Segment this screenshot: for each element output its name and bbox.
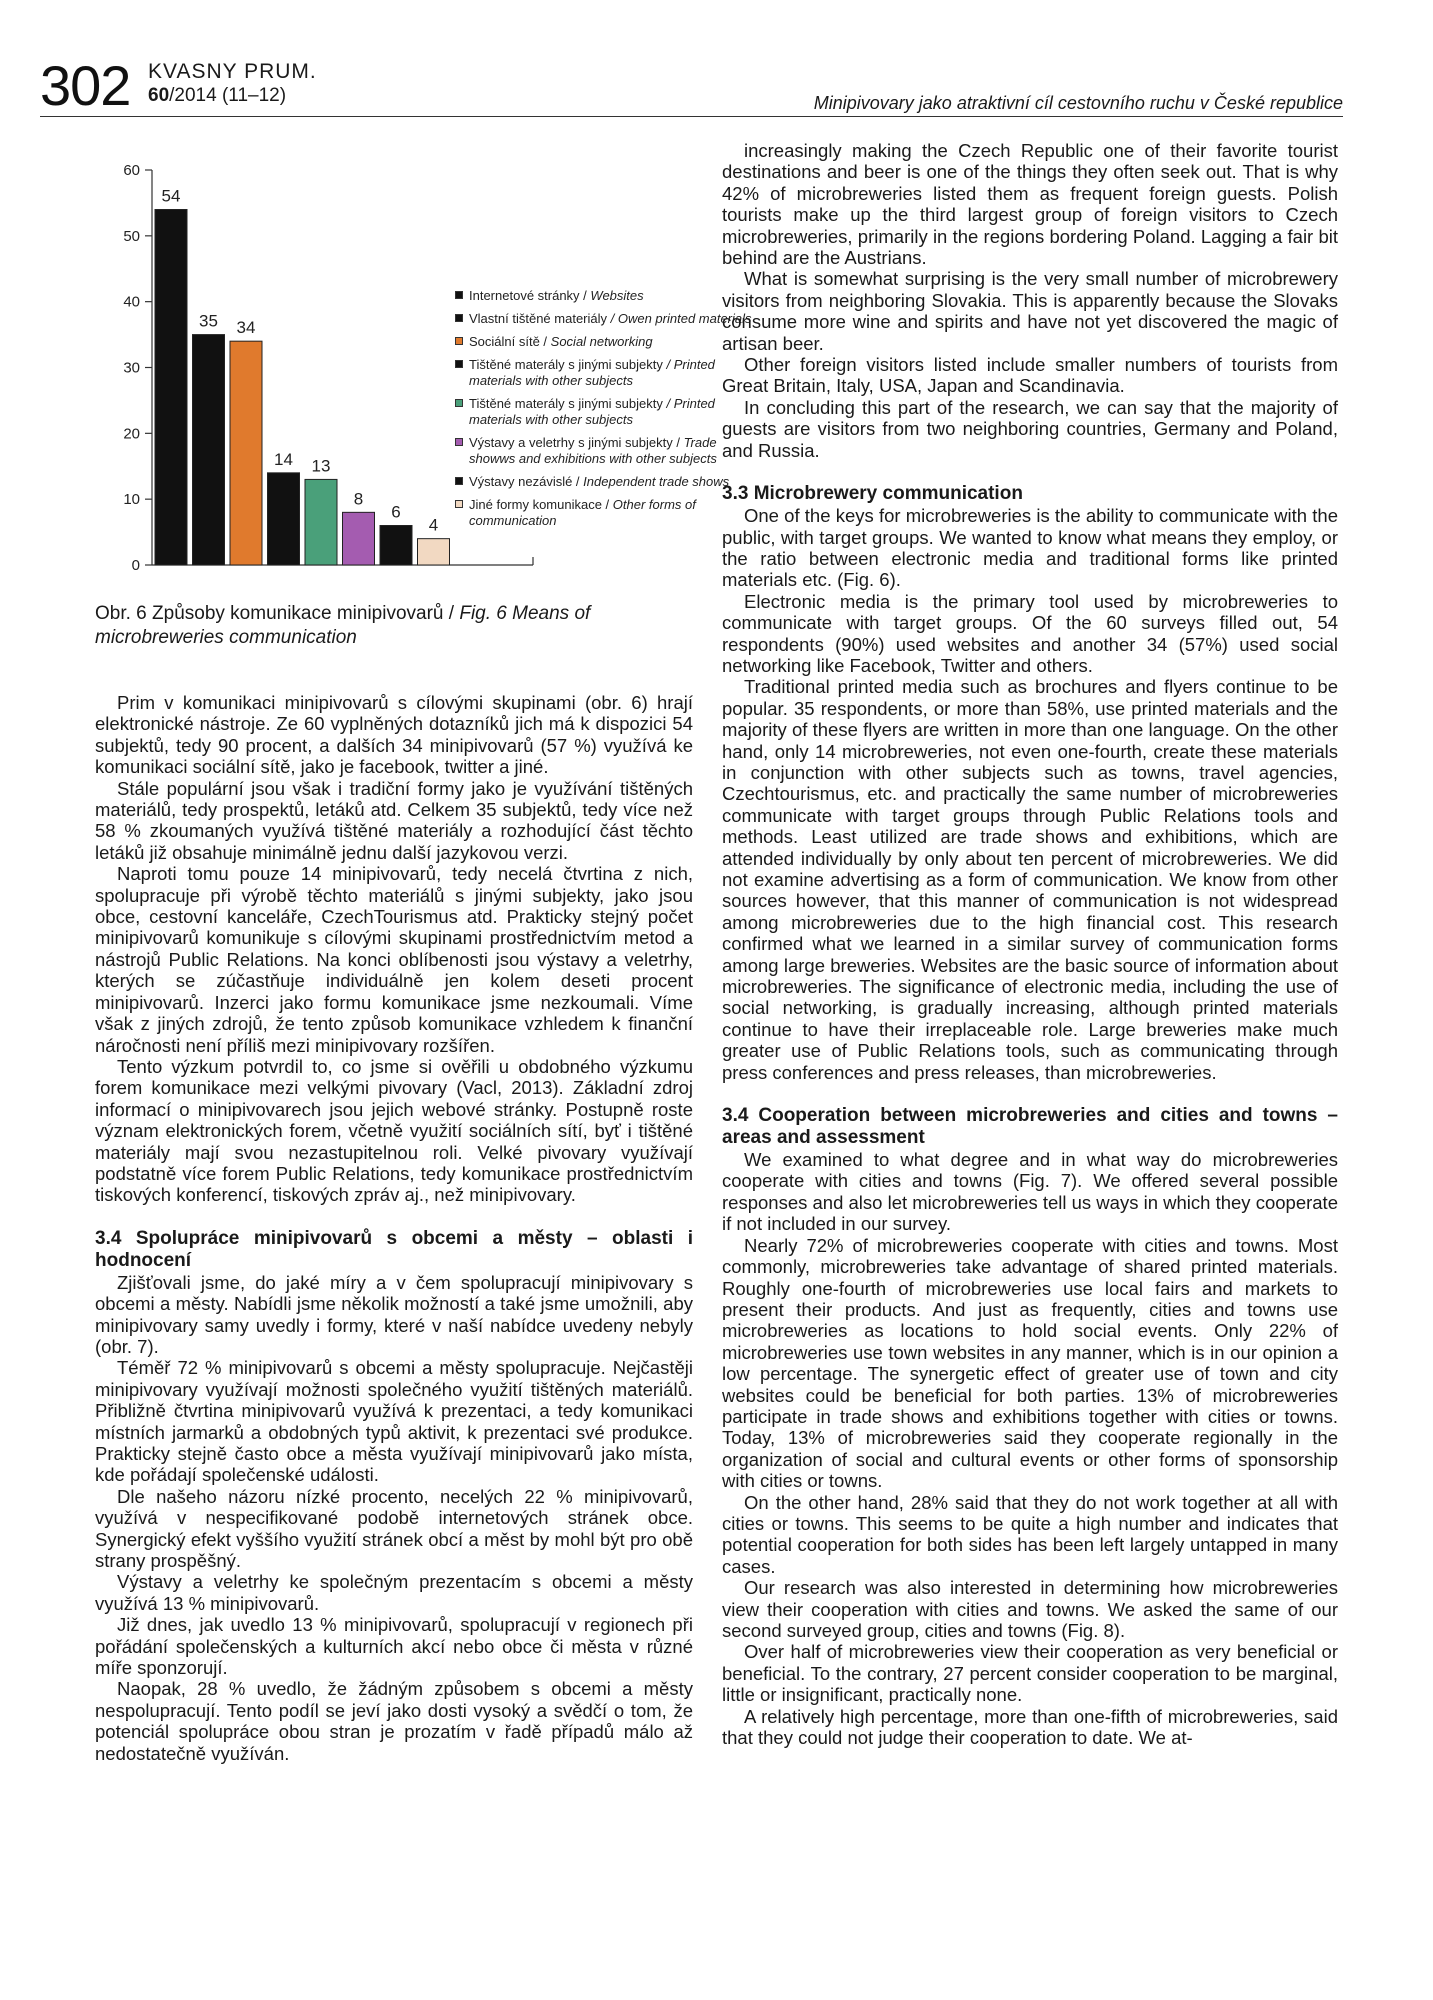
caption-en: Fig. 6 Means of microbreweries communication	[95, 603, 591, 648]
bar	[155, 210, 187, 566]
paragraph: On the other hand, 28% said that they do not work together at all with cities or towns. This seems to be quite a high number and indicates that potential cooperation for both sides has been left largely untapped in many cases.	[722, 1491, 1338, 1577]
paragraph: Electronic media is the primary tool used by microbreweries to communicate with target groups. Of the 60 surveys filled out, 54 respondents (90%) used websites and another 34 (57%) used social networking like Facebook, Twitter and others.	[722, 590, 1338, 676]
legend-swatch	[455, 337, 463, 345]
y-tick-label: 20	[123, 425, 140, 443]
bar	[418, 539, 450, 565]
paragraph: In concluding this part of the research, we can say that the majority of guests are visitors from two neighboring countries, Germany and Poland, and Russia.	[722, 396, 1338, 461]
legend-label-en: Social networking	[550, 334, 653, 349]
legend-swatch	[455, 438, 463, 446]
bar	[230, 341, 262, 565]
bar	[305, 479, 337, 565]
bar-value-label: 34	[236, 318, 256, 338]
paragraph: Zjišťovali jsme, do jaké míry a v čem spolupracují minipivovary s obcemi a městy. Nabídli jsme několik možností a také jsme umožnili, aby minipivovary samy uvedly i formy, které v naší nabídce uvedeny nebyly (obr. 7).	[95, 1271, 693, 1357]
left-column	[95, 692, 693, 1764]
right-column	[722, 140, 1338, 1748]
legend-label-cz: Sociální sítě /	[469, 334, 551, 349]
figure-caption	[95, 602, 695, 650]
legend-item	[455, 357, 755, 389]
paragraph: Výstavy a veletrhy ke společným prezentacím s obcemi a městy využívá 13 % minipivovarů.	[95, 1571, 693, 1614]
legend-item	[455, 311, 755, 327]
caption-cz: Obr. 6 Způsoby komunikace minipivovarů /	[95, 603, 460, 624]
bar	[268, 473, 300, 565]
journal-name: KVASNY PRUM.	[148, 60, 317, 83]
figure-6	[95, 140, 752, 600]
bar-value-label: 54	[161, 186, 181, 206]
legend-label-cz: Vlastní tištěné materiály	[469, 311, 611, 326]
paragraph: Stále populární jsou však i tradiční formy jako je využívání tištěných materiálů, tedy prospektů, letáků atd. Celkem 35 subjektů, tedy více než 58 % zkoumaných využívá tištěné materiály a rozhodující část těchto letáků již obsahuje minimálně jednu další jazykovou verzi.	[95, 777, 693, 863]
issue-rest: /2014 (11–12)	[169, 85, 287, 106]
paragraph: Naopak, 28 % uvedlo, že žádným způsobem s obcemi a městy nespolupracují. Tento podíl se jeví jako dosti vysoký a svědčí o tom, že potenciál spolupráce obou stran je prozatím v řadě případů málo až nedostatečně využíván.	[95, 1678, 693, 1764]
legend-label-en: / Printed materials with other subjects	[469, 396, 715, 427]
page-header	[0, 0, 1433, 120]
y-tick-label: 50	[123, 227, 140, 245]
bar-value-label: 14	[274, 449, 293, 469]
legend-item	[455, 334, 755, 350]
bar-value-label: 13	[311, 456, 331, 476]
y-tick-label: 60	[123, 162, 140, 179]
legend-label-cz: Tištěné materály s jinými subjekty	[469, 357, 667, 372]
legend-label-en: Independent trade shows	[583, 474, 730, 489]
paragraph: Over half of microbreweries view their cooperation as very beneficial or beneficial. To the contrary, 27 percent consider cooperation to be marginal, little or insignificant, practically none.	[722, 1641, 1338, 1706]
bar-value-label: 8	[353, 489, 364, 509]
legend-item	[455, 396, 755, 428]
header-rule	[40, 116, 1343, 117]
section-heading-3-3: 3.3 Microbrewery communication	[722, 483, 1023, 505]
legend-item	[455, 474, 755, 490]
bar-value-label: 4	[428, 515, 439, 535]
legend-label-en: / Printed materials with other subjects	[469, 357, 715, 388]
legend-item	[455, 497, 755, 529]
paragraph: Other foreign visitors listed include smaller numbers of tourists from Great Britain, Italy, USA, Japan and Scandinavia.	[722, 354, 1338, 397]
running-title: Minipivovary jako atraktivní cíl cestovního ruchu v České republice	[813, 93, 1343, 113]
paragraph: Tento výzkum potvrdil to, co jsme si ověřili u obdobného výzkumu forem komunikace mezi velkými pivovary (Vacl, 2013). Základní zdroj informací o minipivovarech jsou jejich webové stránky. Postupně roste význam elektronických forem, včetně využití sociálních sítí, byť i tištěné materiály mají svou nezastupitelnou roli. Velké pivovary využívají podstatně více forem Public Relations, tedy komunikace prostřednictvím tiskových konferencí, tiskových zpráv aj., než minipivovary.	[95, 1055, 693, 1206]
y-tick-label: 0	[131, 557, 140, 574]
legend-label-cz: Jiné formy komunikace /	[469, 497, 613, 512]
paragraph: Již dnes, jak uvedlo 13 % minipivovarů, spolupracují v regionech při pořádání společenských a kulturních akcí nebo obce či města v různé míře sponzorují.	[95, 1614, 693, 1679]
bar-value-label: 6	[391, 502, 401, 522]
chart-legend	[455, 288, 755, 536]
paragraph: increasingly making the Czech Republic one of their favorite tourist destinations and beer is one of the things they often seek out. That is why 42% of microbreweries listed them as frequent foreign guests. Polish tourists make up the third largest group of foreign visitors to Czech microbreweries, primarily in the regions bordering Poland. Lagging a fair bit behind are the Austrians.	[722, 140, 1338, 269]
paragraph: One of the keys for microbreweries is the ability to communicate with the public, with target groups. We wanted to know what means they employ, or the ratio between electronic media and traditional forms like printed materials etc. (Fig. 6).	[722, 505, 1338, 591]
legend-item	[455, 435, 755, 467]
paragraph: Traditional printed media such as brochures and flyers continue to be popular. 35 respondents, or more than 58%, use printed materials and the majority of these flyers are written in more than one language. On the other hand, only 14 microbreweries, not even one-fourth, create these materials in conjunction with other subjects such as towns, travel agencies, Czechtourismus, etc. and practically the same number of microbreweries communicate with target groups through Public Relations tools and methods. Least utilized are trade shows and exhibitions, which are attended individually by only about ten percent of microbreweries. We did not examine advertising as a form of communication. We know from other sources however, that this manner of communication is not widespread among microbreweries due to the high financial cost. This research confirmed what we learned in a similar survey of communication forms among large breweries. Websites are the basic source of information about microbreweries. The significance of electronic media, including the use of social networking, is gradually increasing, although printed materials continue to have their irreplaceable role. Large breweries make much greater use of Public Relations tools, such as communicating through press conferences and press releases, than microbreweries.	[722, 676, 1338, 1083]
legend-label-en: Other forms of communication	[469, 497, 696, 528]
legend-swatch	[455, 477, 463, 485]
paragraph: Prim v komunikaci minipivovarů s cílovými skupinami (obr. 6) hrají elektronické nástroje. Ze 60 vyplněných dotazníků jich má k dispozici 54 subjektů, tedy 90 procent, a dalších 34 minipivovarů (57 %) využívá ke komunikaci sociální sítě, jako je facebook, twitter a jiné.	[95, 692, 693, 778]
legend-label-en: Trade showws and exhibitions with other subjects	[469, 435, 717, 466]
legend-label-en: / Owen printed materials	[610, 311, 752, 326]
legend-swatch	[455, 291, 463, 299]
paragraph: What is somewhat surprising is the very small number of microbrewery visitors from neighboring Slovakia. This is apparently because the Slovaks consume more wine and spirits and have not yet discovered the magic of artisan beer.	[722, 268, 1338, 354]
bar	[193, 335, 225, 565]
legend-swatch	[455, 314, 463, 322]
legend-label-cz: Internetové stránky /	[469, 288, 591, 303]
legend-label-cz: Výstavy a veletrhy s jinými subjekty /	[469, 435, 684, 450]
y-tick-label: 40	[123, 293, 140, 311]
legend-swatch	[455, 500, 463, 508]
legend-swatch	[455, 399, 463, 407]
legend-item	[455, 288, 755, 304]
legend-swatch	[455, 360, 463, 368]
page-number: 302	[40, 54, 131, 117]
legend-label-cz: Tištěné materály s jinými subjekty	[469, 396, 667, 411]
paragraph: Dle našeho názoru nízké procento, necelých 22 % minipivovarů, využívá v nespecifikované podobě internetových stránek obce. Synergický efekt vyššího využití stránek obcí a měst by mohl být pro obě strany prospěšný.	[95, 1485, 693, 1572]
section-heading-3-4-en: 3.4 Cooperation between microbreweries and cities and towns – areas and assessment	[722, 1105, 1338, 1149]
y-tick-label: 10	[123, 491, 140, 509]
legend-label-en: Websites	[590, 288, 644, 303]
bar	[380, 526, 412, 566]
bar	[343, 512, 375, 565]
issue-volume: 60	[148, 85, 170, 106]
legend-label-cz: Výstavy nezávislé /	[469, 474, 584, 489]
paragraph: A relatively high percentage, more than one-fifth of microbreweries, said that they could not judge their cooperation to date. We at-	[722, 1705, 1338, 1749]
bar-value-label: 35	[199, 311, 218, 331]
paragraph: Naproti tomu pouze 14 minipivovarů, tedy necelá čtvrtina z nich, spolupracuje při výrobě těchto materiálů s jinými subjekty, jako jsou obce, cestovní kanceláře, CzechTourismus atd. Prakticky stejný počet minipivovarů komunikuje s cílovými skupinami prostřednictvím metod a nástrojů Public Relations. Na konci oblíbenosti jsou výstavy a veletrhy, kterých se zúčastňuje individuálně jen kolem deseti procent minipivovarů. Inzerci jako formu komunikace jsme nezkoumali. Víme však z jiných zdrojů, že tento způsob komunikace vzhledem k finanční náročnosti není příliš mezi minipivovary rozšířen.	[95, 863, 693, 1056]
journal-issue	[148, 85, 286, 107]
paragraph: Our research was also interested in determining how microbreweries view their cooperation with cities and towns. We asked the same of our second surveyed group, cities and towns (Fig. 8).	[722, 1577, 1338, 1641]
section-heading-3-4-cz: 3.4 Spolupráce minipivovarů s obcemi a městy – oblasti i hodnocení	[95, 1227, 693, 1271]
y-tick-label: 30	[123, 359, 140, 377]
paragraph: We examined to what degree and in what way do microbreweries cooperate with cities and towns (Fig. 7). We offered several possible responses and also let microbreweries tell us ways in which they cooperate if not included in our survey.	[722, 1149, 1338, 1235]
paragraph: Téměř 72 % minipivovarů s obcemi a městy spolupracuje. Nejčastěji minipivovary využívají možnosti společného využití tištěných materiálů. Přibližně čtvrtina minipivovarů využívá k prezentaci, a tedy komunikaci místních jarmarků a obdobných typů aktivit, k prezentaci své produkce. Prakticky stejně často obce a města využívají minipivovarů jako místa, kde pořádají společenské události.	[95, 1357, 693, 1486]
paragraph: Nearly 72% of microbreweries cooperate with cities and towns. Most commonly, microbreweries take advantage of shared printed materials. Roughly one-fourth of microbreweries use local fairs and markets to present their products. And just as frequently, cities and towns use microbreweries as locations to hold social events. Only 22% of microbreweries use town websites in any manner, which is in our opinion a low percentage. The synergetic effect of greater use of town and city websites could be beneficial for both parties. 13% of microbreweries participate in trade shows and exhibitions together with cities or towns. Today, 13% of microbreweries said they cooperate regionally in the organization of social and cultural events or other forms of sponsorship with cities or towns.	[722, 1234, 1338, 1492]
